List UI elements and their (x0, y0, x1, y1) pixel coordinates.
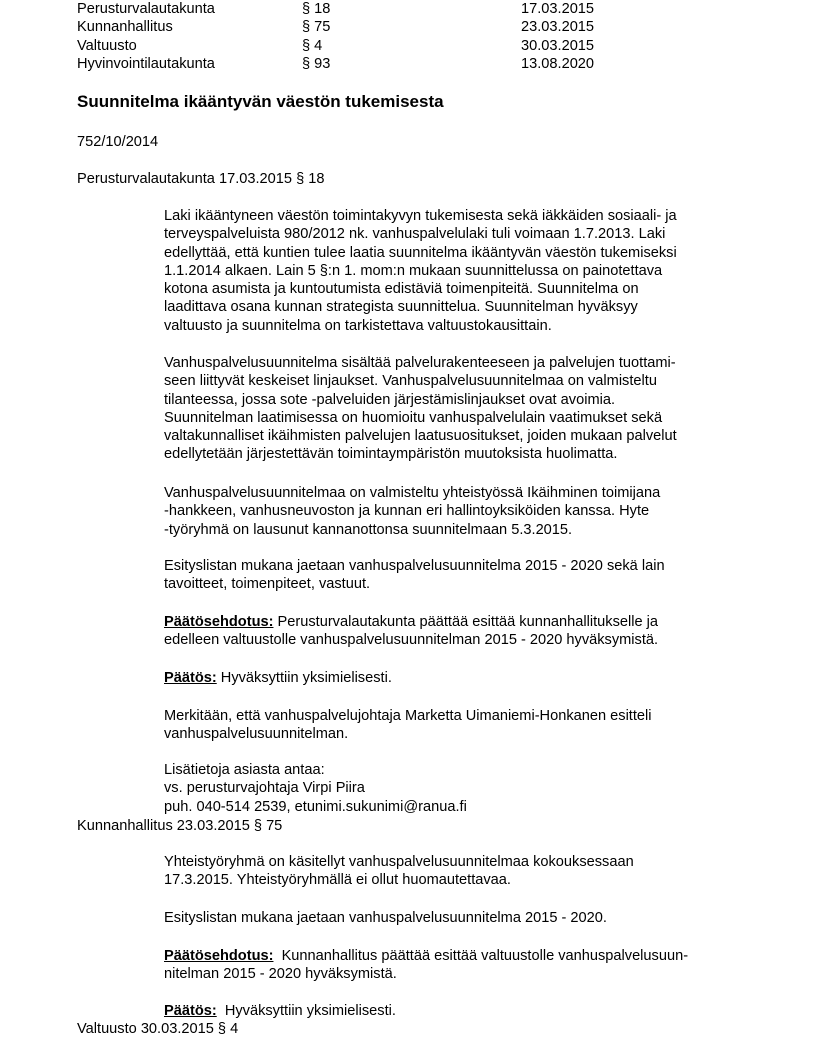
proposal-label: Päätösehdotus: (164, 614, 274, 630)
decision (164, 669, 764, 687)
section-heading: Perusturvalautakunta 17.03.2015 § 18 (77, 171, 325, 187)
proposal-text: Perusturvalautakunta päättää esittää kunnanhallitukselle ja (273, 614, 659, 630)
table-section: § 18 (302, 1, 331, 17)
table-date: 13.08.2020 (521, 56, 595, 72)
table-section: § 75 (302, 19, 331, 35)
proposal (164, 947, 764, 984)
paragraph (164, 354, 764, 464)
text-line: Yhteistyöryhmä on käsitellyt vanhuspalvelusuunnitelmaa kokouksessaan (164, 854, 634, 870)
text-line: -hankkeen, vanhusneuvoston ja kunnan eri hallintoyksiköiden kanssa. Hyte (164, 503, 650, 520)
text-line: tavoitteet, toimenpiteet, vastuut. (164, 576, 371, 593)
table-date: 23.03.2015 (521, 19, 595, 35)
text-line: Esityslistan mukana jaetaan vanhuspalvelusuunnitelma 2015 - 2020. (164, 910, 607, 926)
text-line: valtakunnalliset ikäihmisten palvelujen laatusuositukset, joiden mukaan palvelut (164, 428, 677, 445)
text-line: Vanhuspalvelusuunnitelma sisältää palvelurakenteeseen ja palvelujen tuottami- (164, 355, 676, 371)
paragraph (164, 909, 764, 927)
decision-label: Päätös: (164, 1003, 217, 1019)
text-line (164, 947, 764, 965)
text-line: -työryhmä on lausunut kannanottonsa suunnitelmaan 5.3.2015. (164, 521, 573, 538)
text-line: seen liittyvät keskeiset linjaukset. Vanhuspalvelusuunnitelmaa on valmisteltu (164, 373, 657, 390)
text-line: edellyttää, että kuntien tulee laatia suunnitelma ikääntyvän väestön tukemiseksi (164, 244, 677, 261)
table-section: § 93 (302, 56, 331, 72)
table-date: 30.03.2015 (521, 38, 595, 54)
text-line: edelleen valtuustolle vanhuspalvelusuunnitelman 2015 - 2020 hyväksymistä. (164, 632, 659, 649)
table-body: Kunnanhallitus (77, 19, 173, 35)
proposal (164, 613, 764, 650)
proposal-text: Kunnanhallitus päättää esittää valtuustolle vanhuspalvelusuun- (273, 948, 689, 964)
decision-text: Hyväksyttiin yksimielisesti. (216, 1003, 396, 1019)
text-line: tilanteessa, jossa sote -palveluiden järjestämislinjaukset ovat avoimia. (164, 391, 616, 408)
paragraph (164, 707, 764, 744)
table-body: Perusturvalautakunta (77, 1, 215, 17)
table-body: Hyvinvointilautakunta (77, 56, 215, 72)
text-line: kotona asumista ja kuntoutumista edistäviä toimenpiteitä. Suunnitelma on (164, 281, 639, 298)
text-line (164, 613, 764, 631)
text-line: Esityslistan mukana jaetaan vanhuspalvelusuunnitelma 2015 - 2020 sekä lain (164, 558, 665, 574)
text-line: terveyspalveluista 980/2012 nk. vanhuspalvelulaki tuli voimaan 1.7.2013. Laki (164, 226, 666, 243)
contact-info (164, 761, 764, 816)
text-line: vanhuspalvelusuunnitelman. (164, 726, 349, 743)
decision (164, 1002, 764, 1020)
section-heading: Valtuusto 30.03.2015 § 4 (77, 1021, 239, 1037)
section-heading: Kunnanhallitus 23.03.2015 § 75 (77, 818, 283, 834)
paragraph (164, 207, 764, 335)
paragraph (164, 484, 764, 539)
text-line: Lisätietoja asiasta antaa: (164, 762, 325, 778)
proposal-label: Päätösehdotus: (164, 948, 274, 964)
table-date: 17.03.2015 (521, 1, 595, 17)
decision-label: Päätös: (164, 670, 217, 686)
diary-number: 752/10/2014 (77, 134, 159, 150)
text-line: laadittava osana kunnan strategista suunnittelua. Suunnitelman hyväksyy (164, 299, 638, 316)
text-line: puh. 040-514 2539, etunimi.sukunimi@ranua.fi (164, 798, 467, 815)
text-line: Vanhuspalvelusuunnitelmaa on valmisteltu yhteistyössä Ikäihminen toimijana (164, 485, 661, 501)
text-line: nitelman 2015 - 2020 hyväksymistä. (164, 966, 397, 983)
paragraph (164, 853, 764, 890)
decision-text: Hyväksyttiin yksimielisesti. (216, 670, 392, 686)
text-line: edellytetään järjestettävän toimintaympäristön muutoksista huolimatta. (164, 446, 618, 463)
page-title: Suunnitelma ikääntyvän väestön tukemisesta (77, 92, 444, 111)
paragraph (164, 557, 764, 594)
text-line (164, 1002, 764, 1020)
text-line: 1.1.2014 alkaen. Lain 5 §:n 1. mom:n mukaan suunnittelussa on painotettava (164, 262, 663, 279)
text-line (164, 669, 764, 687)
text-line: valtuusto ja suunnitelma on tarkistettava valtuustokausittain. (164, 317, 552, 334)
text-line: Laki ikääntyneen väestön toimintakyvyn tukemisesta sekä iäkkäiden sosiaali- ja (164, 208, 677, 224)
table-section: § 4 (302, 38, 323, 54)
table-body: Valtuusto (77, 38, 137, 54)
text-line: Suunnitelman laatimisessa on huomioitu vanhuspalvelulain vaatimukset sekä (164, 409, 663, 426)
text-line: vs. perusturvajohtaja Virpi Piira (164, 780, 365, 797)
text-line: 17.3.2015. Yhteistyöryhmällä ei ollut huomautettavaa. (164, 872, 511, 889)
text-line: Merkitään, että vanhuspalvelujohtaja Marketta Uimaniemi-Honkanen esitteli (164, 708, 652, 724)
